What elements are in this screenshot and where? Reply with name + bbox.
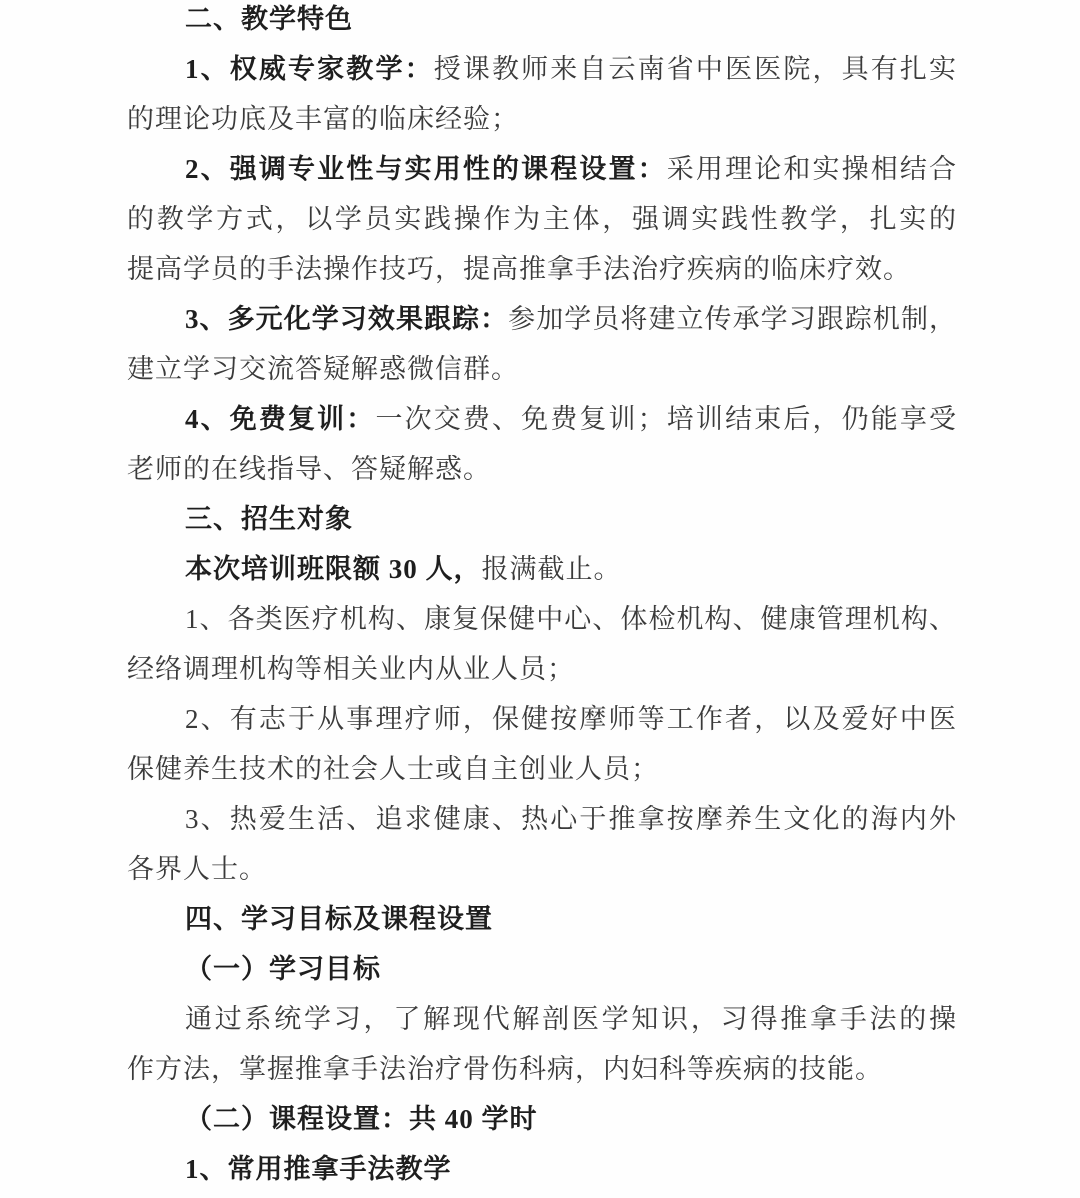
- text-line: [127, 194, 957, 244]
- heading-text: 二、教学特色: [185, 4, 353, 34]
- text-line: [127, 644, 957, 694]
- text-line: [127, 94, 957, 144]
- line-text: 提高学员的手法操作技巧，提高推拿手法治疗疾病的临床疗效。: [127, 254, 911, 284]
- line-text: 授课教师来自云南省中医医院，具有扎实: [433, 54, 958, 84]
- bold-lead-text: 2、强调专业性与实用性的课程设置：: [185, 154, 667, 184]
- text-line: [127, 394, 957, 444]
- bold-lead-text: 本次培训班限额 30 人，: [185, 554, 482, 584]
- line-text: 采用理论和实操相结合: [666, 154, 958, 184]
- text-line: [127, 844, 957, 894]
- line-text: 2、有志于从事理疗师，保健按摩师等工作者，以及爱好中医: [185, 704, 957, 734]
- line-text: 1、各类医疗机构、康复保健中心、体检机构、健康管理机构、: [185, 604, 957, 634]
- line-text: 的理论功底及丰富的临床经验；: [127, 104, 519, 134]
- line-text: 的教学方式，以学员实践操作为主体，强调实践性教学，扎实的: [127, 204, 957, 234]
- heading-text: 1、常用推拿手法教学: [185, 1154, 452, 1184]
- line-text: 一次交费、免费复训；培训结束后，仍能享受: [375, 404, 958, 434]
- heading-text: （二）课程设置：共 40 学时: [185, 1104, 538, 1134]
- text-line: [127, 294, 957, 344]
- text-line: [127, 344, 957, 394]
- document-body: [127, 0, 957, 1194]
- bold-lead-text: 3、多元化学习效果跟踪：: [185, 304, 509, 334]
- heading-line: [127, 944, 957, 994]
- text-line: [127, 444, 957, 494]
- text-line: [127, 744, 957, 794]
- heading-line: [127, 0, 957, 44]
- text-line: [127, 44, 957, 94]
- heading-text: 三、招生对象: [185, 504, 353, 534]
- heading-text: 四、学习目标及课程设置: [185, 904, 493, 934]
- line-text: 参加学员将建立传承学习跟踪机制，: [508, 304, 958, 334]
- heading-line: [127, 494, 957, 544]
- text-line: [127, 694, 957, 744]
- text-line: [127, 144, 957, 194]
- bold-lead-text: 1、权威专家教学：: [185, 54, 434, 84]
- text-line: [127, 994, 957, 1044]
- text-line: [127, 244, 957, 294]
- line-text: 各界人士。: [127, 854, 267, 884]
- line-text: 通过系统学习，了解现代解剖医学知识，习得推拿手法的操: [185, 1004, 957, 1034]
- text-line: [127, 594, 957, 644]
- line-text: 保健养生技术的社会人士或自主创业人员；: [127, 754, 659, 784]
- line-text: 3、热爱生活、追求健康、热心于推拿按摩养生文化的海内外: [185, 804, 957, 834]
- bold-lead-text: 4、免费复训：: [185, 404, 376, 434]
- line-text: 报满截止。: [481, 554, 622, 584]
- heading-line: [127, 894, 957, 944]
- text-line: [127, 544, 957, 594]
- line-text: 作方法，掌握推拿手法治疗骨伤科病，内妇科等疾病的技能。: [127, 1054, 883, 1084]
- line-text: 建立学习交流答疑解惑微信群。: [127, 354, 519, 384]
- heading-line: [127, 1094, 957, 1144]
- heading-text: （一）学习目标: [185, 954, 381, 984]
- text-line: [127, 794, 957, 844]
- line-text: 经络调理机构等相关业内从业人员；: [127, 654, 575, 684]
- text-line: [127, 1044, 957, 1094]
- heading-line: [127, 1144, 957, 1194]
- line-text: 老师的在线指导、答疑解惑。: [127, 454, 491, 484]
